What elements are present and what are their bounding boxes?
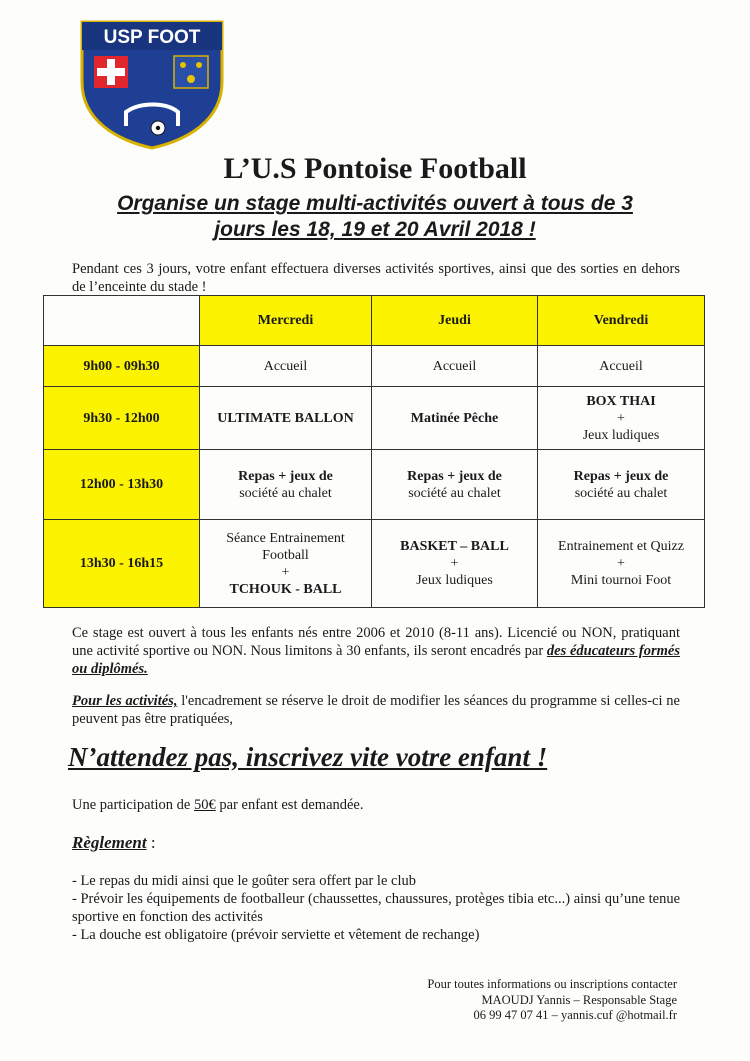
day-header-mercredi: Mercredi <box>200 296 372 346</box>
schedule-corner-cell <box>44 296 200 346</box>
time-slot: 9h30 - 12h00 <box>44 387 200 450</box>
intro-text: Pendant ces 3 jours, votre enfant effectuera diverses activités sportives, ainsi que des sorties en dehors de l’enceinte du stade ! <box>72 261 680 295</box>
list-item: - La douche est obligatoire (prévoir serviette et vêtement de rechange) <box>72 927 480 943</box>
usp-foot-logo <box>78 16 226 150</box>
eligibility-paragraph <box>72 624 680 678</box>
savoie-cross-icon <box>94 56 128 88</box>
fee-line <box>72 797 364 814</box>
city-coat-of-arms-icon <box>174 56 208 88</box>
subtitle <box>60 191 690 243</box>
activity-cell: Accueil <box>200 346 372 387</box>
time-slot: 13h30 - 16h15 <box>44 520 200 608</box>
schedule-header-row <box>44 296 705 346</box>
activity-cell: Accueil <box>372 346 538 387</box>
time-slot: 9h00 - 09h30 <box>44 346 200 387</box>
day-header-vendredi: Vendredi <box>538 296 705 346</box>
activity-cell: Repas + jeux de société au chalet <box>372 450 538 520</box>
signup-callout: N’attendez pas, inscrivez vite votre enfant ! <box>68 742 548 772</box>
time-slot: 12h00 - 13h30 <box>44 450 200 520</box>
list-item: - Le repas du midi ainsi que le goûter sera offert par le club <box>72 873 416 889</box>
schedule-row <box>44 450 705 520</box>
schedule-row <box>44 346 705 387</box>
fee-amount: 50€ <box>194 797 216 813</box>
activities-text: l'encadrement se réserve le droit de modifier les séances du programme si celles-ci ne peuvent pas être pratiquées, <box>72 693 680 727</box>
activity-cell: Repas + jeux de société au chalet <box>200 450 372 520</box>
schedule-row <box>44 520 705 608</box>
reglement-colon: : <box>146 833 156 852</box>
contact-line-3: 06 99 47 07 41 – yannis.cuf @hotmail.fr <box>473 1008 677 1022</box>
activities-paragraph <box>72 692 680 728</box>
day-header-jeudi: Jeudi <box>372 296 538 346</box>
activity-cell: Séance Entrainement Football + TCHOUK - BALL <box>200 520 372 608</box>
schedule-table <box>43 295 705 608</box>
activity-cell: ULTIMATE BALLON <box>200 387 372 450</box>
eligibility-emphasis: des éducateurs formés ou diplômés. <box>72 643 680 677</box>
activity-cell: Accueil <box>538 346 705 387</box>
reglement-heading <box>72 833 156 853</box>
activity-cell: BASKET – BALL + Jeux ludiques <box>372 520 538 608</box>
eligibility-text: Ce stage est ouvert à tous les enfants nés entre 2006 et 2010 (8-11 ans). Licencié ou NON, pratiquant une activité sportive ou NON. Nous limitons à 30 enfants, ils seront encadrés par <box>72 625 680 659</box>
contact-block <box>427 977 677 1024</box>
activity-cell: Entrainement et Quizz + Mini tournoi Foot <box>538 520 705 608</box>
page-title: L’U.S Pontoise Football <box>223 152 527 185</box>
subtitle-line-1: Organise un stage multi-activités ouvert à tous de 3 <box>117 192 633 215</box>
activity-cell: BOX THAI + Jeux ludiques <box>538 387 705 450</box>
schedule-row <box>44 387 705 450</box>
list-item: - Prévoir les équipements de footballeur (chaussettes, chaussures, protèges tibia etc...) ainsi qu’une tenue sportive en fonction des activités <box>72 891 681 925</box>
contact-line-1: Pour toutes informations ou inscriptions contacter <box>427 977 677 991</box>
fee-text-before: Une participation de <box>72 797 194 813</box>
subtitle-line-2: jours les 18, 19 et 20 Avril 2018 ! <box>214 218 536 241</box>
logo-text: USP FOOT <box>103 27 201 48</box>
reglement-list <box>72 872 684 944</box>
fee-text-after: par enfant est demandée. <box>215 797 364 813</box>
contact-line-2: MAOUDJ Yannis – Responsable Stage <box>481 992 677 1007</box>
reglement-title: Règlement <box>72 833 147 852</box>
activity-cell: Matinée Pêche <box>372 387 538 450</box>
activities-lead: Pour les activités, <box>72 693 178 709</box>
activity-cell: Repas + jeux de société au chalet <box>538 450 705 520</box>
